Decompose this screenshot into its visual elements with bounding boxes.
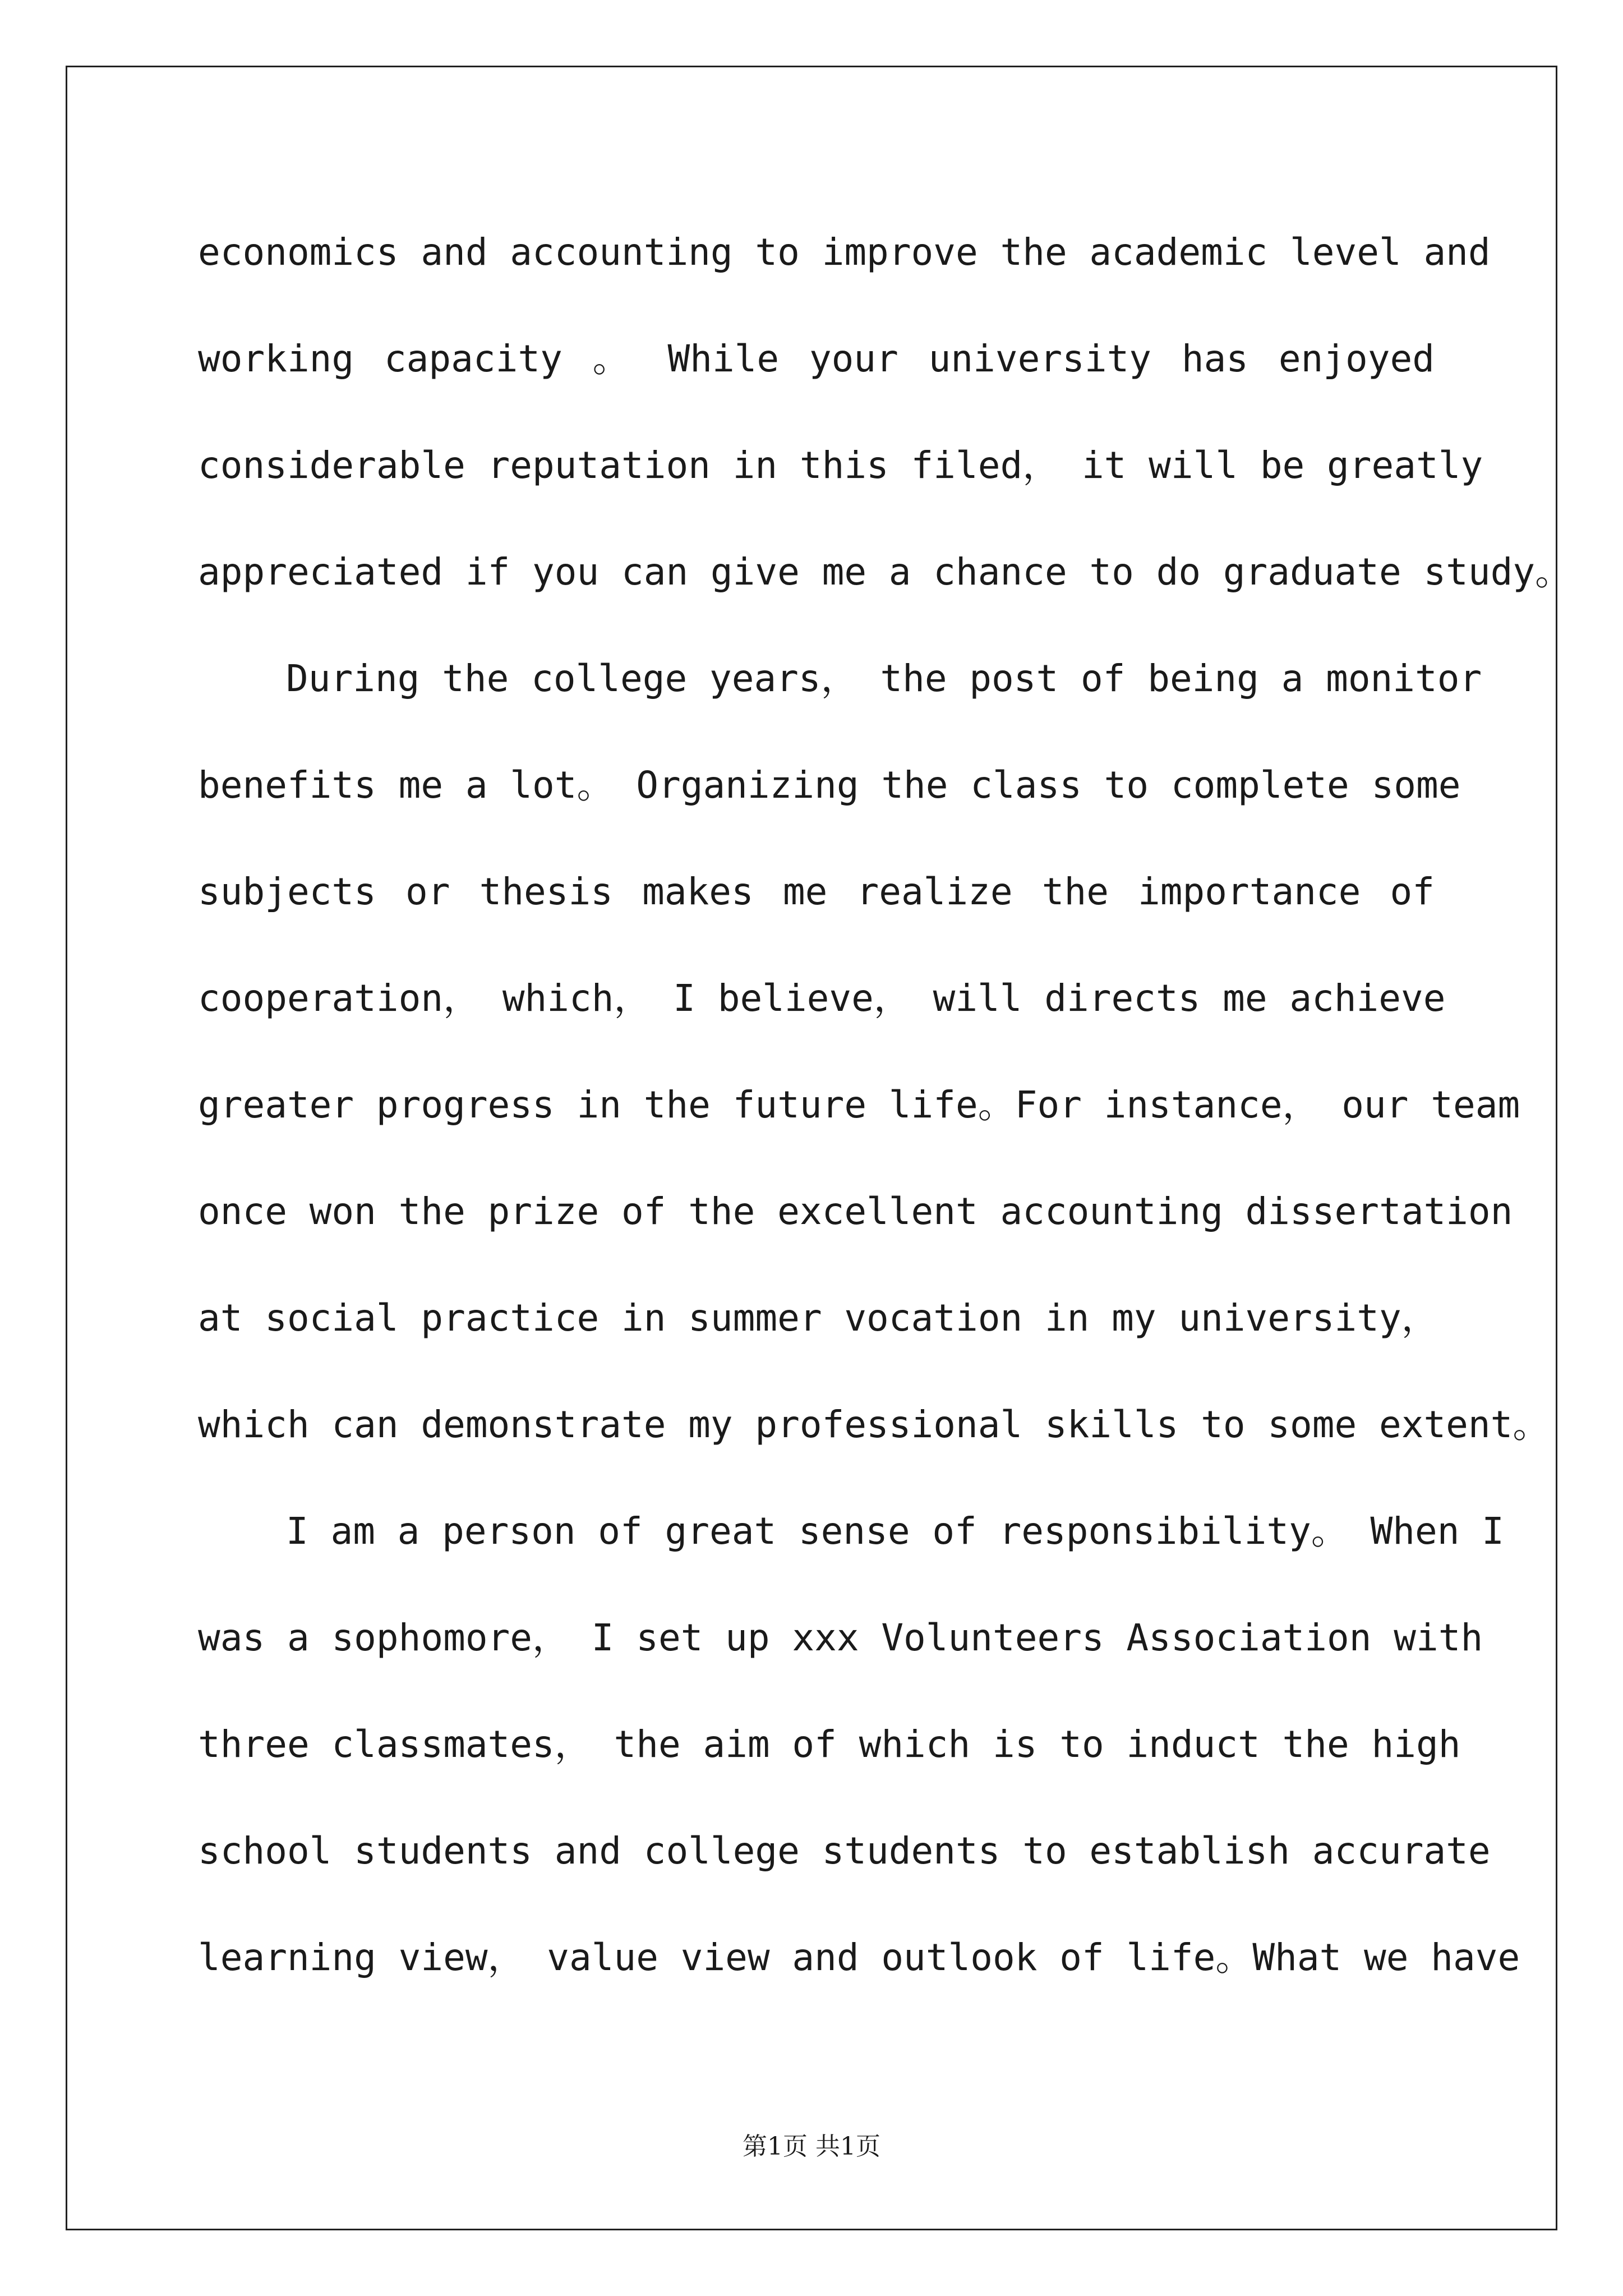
text-line: benefits me a lot。 Organizing the class to complete some xyxy=(198,763,1461,807)
text-line: three classmates， the aim of which is to induct the high xyxy=(198,1723,1461,1766)
text-line: school students and college students to establish accurate xyxy=(198,1829,1491,1872)
text-line: learning view， value view and outlook of life。What we have xyxy=(198,1936,1520,1979)
text-line: subjects or thesis makes me realize the importance of xyxy=(198,870,1435,913)
paragraph-end-line: which can demonstrate my professional skills to some extent。 xyxy=(198,1403,1550,1446)
text-line: once won the prize of the excellent accounting dissertation xyxy=(198,1190,1513,1233)
text-line: considerable reputation in this filed， it will be greatly xyxy=(198,444,1483,487)
document-body xyxy=(198,216,1573,2028)
text-line: working capacity 。 While your university has enjoyed xyxy=(198,337,1435,380)
text-line: greater progress in the future life。For instance， our team xyxy=(198,1083,1520,1126)
text-line: cooperation， which， I believe， will directs me achieve xyxy=(198,977,1446,1020)
page-number-footer: 第1页 共1页 xyxy=(743,2132,880,2161)
text-line: at social practice in summer vocation in my university， xyxy=(198,1296,1438,1340)
text-line: economics and accounting to improve the academic level and xyxy=(198,231,1491,274)
paragraph-end-line: appreciated if you can give me a chance to do graduate study。 xyxy=(198,550,1573,593)
paragraph-start-line: During the college years， the post of being a monitor xyxy=(286,657,1482,700)
text-line: was a sophomore， I set up xxx Volunteers Association with xyxy=(198,1616,1483,1659)
paragraph-start-line: I am a person of great sense of responsibility。 When I xyxy=(286,1510,1504,1553)
